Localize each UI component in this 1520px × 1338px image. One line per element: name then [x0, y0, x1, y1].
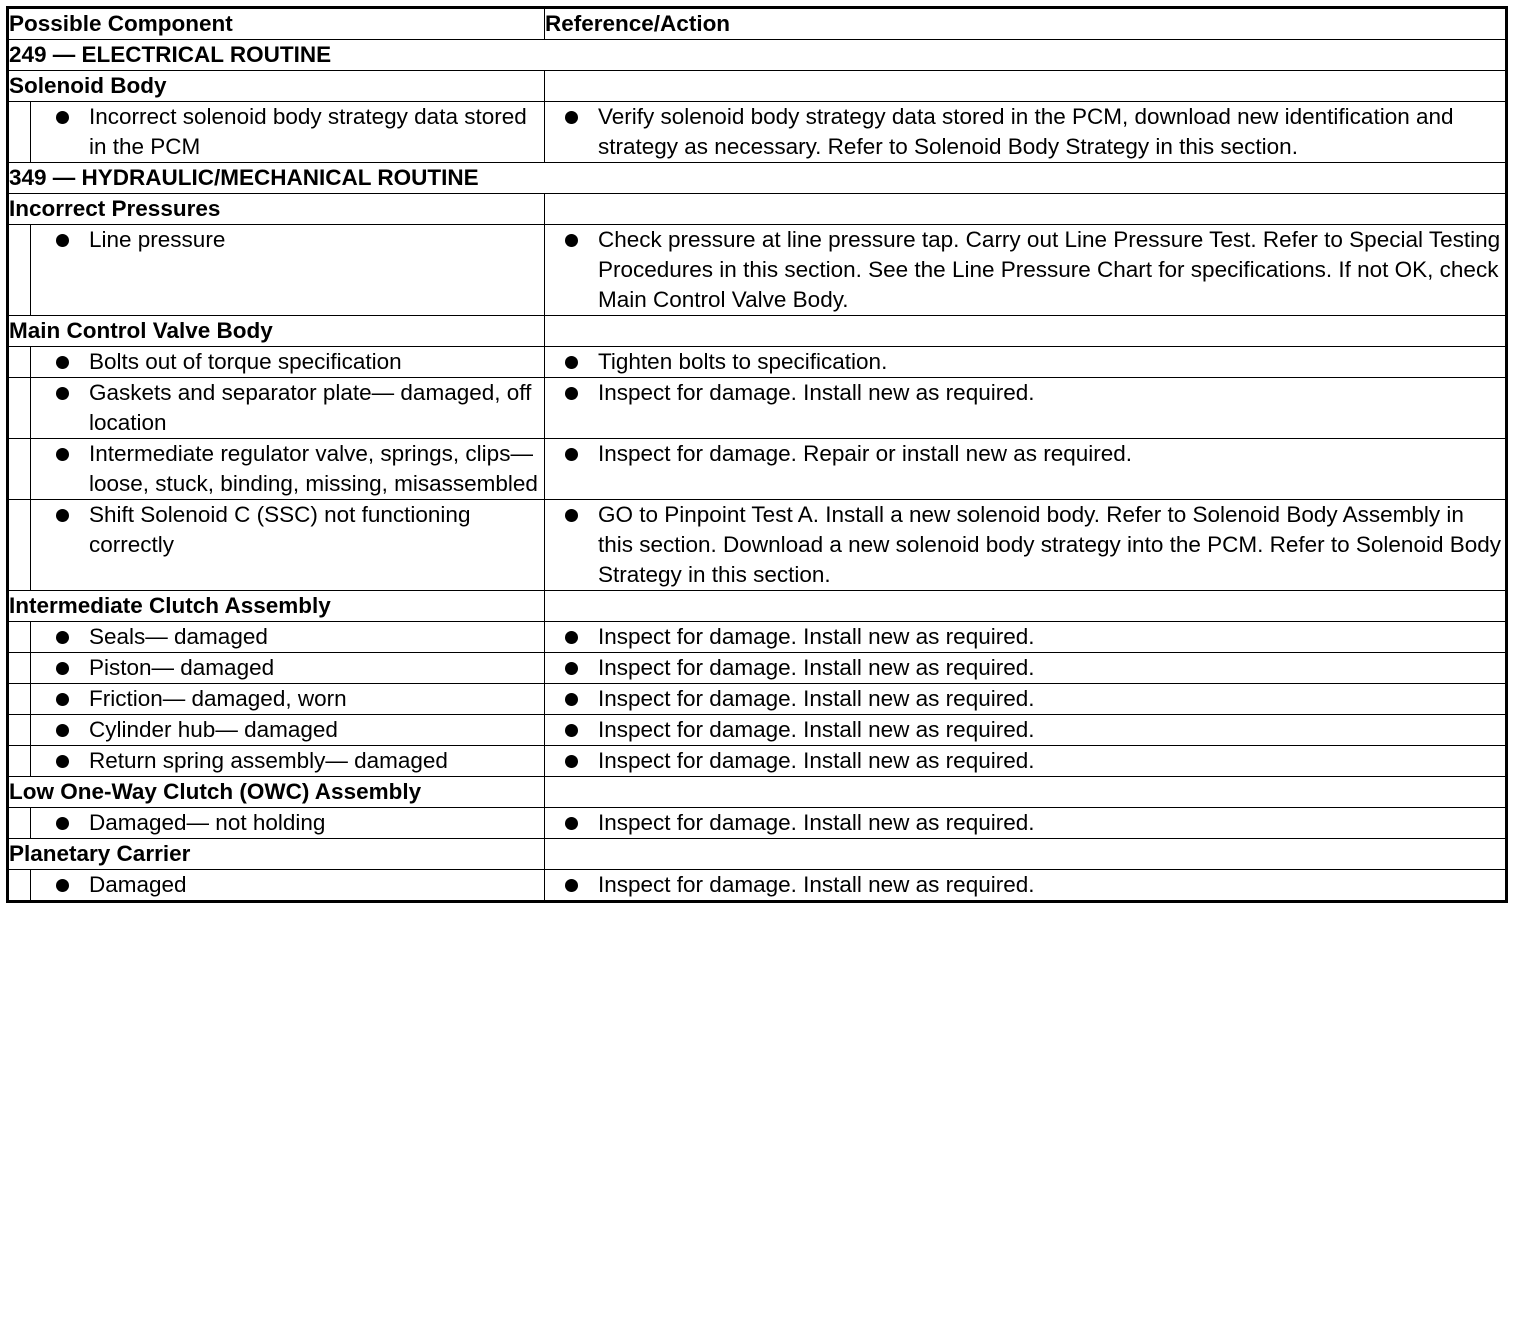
- component-text: Piston— damaged: [89, 655, 275, 680]
- bullet-icon: [565, 448, 578, 461]
- bullet-icon: [56, 448, 69, 461]
- action-cell: [545, 808, 1507, 839]
- action-cell: [545, 225, 1507, 316]
- table-row: [8, 715, 1507, 746]
- component-text: Return spring assembly— damaged: [89, 748, 448, 773]
- routine-row: [8, 40, 1507, 71]
- component-text: Incorrect solenoid body strategy data stored in the PCM: [89, 104, 527, 159]
- bullet-icon: [56, 509, 69, 522]
- group-title: Main Control Valve Body: [8, 316, 545, 347]
- group-title: Incorrect Pressures: [8, 194, 545, 225]
- table-row: [8, 746, 1507, 777]
- table-header-row: [8, 8, 1507, 40]
- group-action-empty: [545, 194, 1507, 225]
- component-cell: [31, 870, 545, 902]
- component-cell: [31, 378, 545, 439]
- action-cell: [545, 653, 1507, 684]
- action-text: Inspect for damage. Install new as required.: [598, 655, 1035, 680]
- indent-cell: [8, 378, 31, 439]
- action-cell: [545, 684, 1507, 715]
- bullet-icon: [56, 356, 69, 369]
- bullet-icon: [565, 817, 578, 830]
- table-row: [8, 622, 1507, 653]
- action-cell: [545, 622, 1507, 653]
- action-cell: [545, 715, 1507, 746]
- component-text: Intermediate regulator valve, springs, clips— loose, stuck, binding, missing, misassembled: [89, 441, 538, 496]
- bullet-icon: [565, 724, 578, 737]
- table-row: [8, 870, 1507, 902]
- action-text: Inspect for damage. Install new as required.: [598, 810, 1035, 835]
- indent-cell: [8, 653, 31, 684]
- component-cell: [31, 808, 545, 839]
- bullet-icon: [56, 724, 69, 737]
- component-cell: [31, 225, 545, 316]
- action-text: Inspect for damage. Install new as required.: [598, 686, 1035, 711]
- action-cell: [545, 347, 1507, 378]
- action-text: Inspect for damage. Install new as required.: [598, 624, 1035, 649]
- indent-cell: [8, 500, 31, 591]
- group-title: Planetary Carrier: [8, 839, 545, 870]
- action-text: Inspect for damage. Install new as required.: [598, 748, 1035, 773]
- bullet-icon: [56, 817, 69, 830]
- action-text: GO to Pinpoint Test A. Install a new solenoid body. Refer to Solenoid Body Assembly in this section. Download a new solenoid body strategy into the PCM. Refer to Solenoid Body Strategy in this section.: [598, 502, 1502, 587]
- indent-cell: [8, 715, 31, 746]
- action-text: Inspect for damage. Install new as required.: [598, 872, 1035, 897]
- action-cell: [545, 746, 1507, 777]
- table-row: [8, 347, 1507, 378]
- bullet-icon: [565, 755, 578, 768]
- group-row: [8, 591, 1507, 622]
- action-cell: [545, 870, 1507, 902]
- component-text: Bolts out of torque specification: [89, 349, 402, 374]
- group-action-empty: [545, 316, 1507, 347]
- component-cell: [31, 500, 545, 591]
- table-row: [8, 225, 1507, 316]
- group-title: Intermediate Clutch Assembly: [8, 591, 545, 622]
- component-cell: [31, 653, 545, 684]
- table-row: [8, 439, 1507, 500]
- bullet-icon: [56, 387, 69, 400]
- bullet-icon: [56, 693, 69, 706]
- bullet-icon: [565, 356, 578, 369]
- group-title: Solenoid Body: [8, 71, 545, 102]
- bullet-icon: [565, 387, 578, 400]
- component-cell: [31, 684, 545, 715]
- bullet-icon: [565, 662, 578, 675]
- table-row: [8, 102, 1507, 163]
- table-row: [8, 808, 1507, 839]
- component-cell: [31, 102, 545, 163]
- group-row: [8, 316, 1507, 347]
- bullet-icon: [56, 631, 69, 644]
- routine-row: [8, 163, 1507, 194]
- component-text: Friction— damaged, worn: [89, 686, 347, 711]
- component-cell: [31, 439, 545, 500]
- group-action-empty: [545, 839, 1507, 870]
- indent-cell: [8, 746, 31, 777]
- bullet-icon: [565, 879, 578, 892]
- table-body: [8, 40, 1507, 902]
- bullet-icon: [565, 509, 578, 522]
- action-text: Inspect for damage. Install new as required.: [598, 717, 1035, 742]
- group-action-empty: [545, 591, 1507, 622]
- component-cell: [31, 746, 545, 777]
- table-row: [8, 500, 1507, 591]
- action-cell: [545, 378, 1507, 439]
- bullet-icon: [56, 234, 69, 247]
- table-row: [8, 653, 1507, 684]
- indent-cell: [8, 225, 31, 316]
- group-row: [8, 839, 1507, 870]
- routine-title: 349 — HYDRAULIC/MECHANICAL ROUTINE: [8, 163, 1507, 194]
- component-text: Shift Solenoid C (SSC) not functioning correctly: [89, 502, 471, 557]
- component-cell: [31, 622, 545, 653]
- bullet-icon: [56, 879, 69, 892]
- bullet-icon: [565, 234, 578, 247]
- component-text: Damaged— not holding: [89, 810, 326, 835]
- bullet-icon: [56, 662, 69, 675]
- column-header-action: Reference/Action: [545, 8, 1507, 40]
- bullet-icon: [565, 631, 578, 644]
- indent-cell: [8, 102, 31, 163]
- action-text: Verify solenoid body strategy data stored in the PCM, download new identification and strategy as necessary. Refer to Solenoid Body Strategy in this section.: [598, 104, 1454, 159]
- component-cell: [31, 715, 545, 746]
- component-text: Gaskets and separator plate— damaged, off location: [89, 380, 532, 435]
- column-header-component: Possible Component: [8, 8, 545, 40]
- group-row: [8, 777, 1507, 808]
- indent-cell: [8, 808, 31, 839]
- action-text: Check pressure at line pressure tap. Carry out Line Pressure Test. Refer to Special Testing Procedures in this section. See the Line Pressure Chart for specifications. If not OK, check Main Control Valve Body.: [598, 227, 1501, 312]
- group-row: [8, 194, 1507, 225]
- component-text: Cylinder hub— damaged: [89, 717, 338, 742]
- bullet-icon: [56, 755, 69, 768]
- group-row: [8, 71, 1507, 102]
- action-cell: [545, 439, 1507, 500]
- bullet-icon: [56, 111, 69, 124]
- indent-cell: [8, 870, 31, 902]
- component-text: Damaged: [89, 872, 187, 897]
- action-text: Inspect for damage. Repair or install new as required.: [598, 441, 1133, 466]
- bullet-icon: [565, 111, 578, 124]
- action-cell: [545, 500, 1507, 591]
- group-action-empty: [545, 71, 1507, 102]
- bullet-icon: [565, 693, 578, 706]
- diagnosis-table: [6, 6, 1508, 903]
- component-text: Seals— damaged: [89, 624, 268, 649]
- action-cell: [545, 102, 1507, 163]
- action-text: Tighten bolts to specification.: [598, 349, 888, 374]
- indent-cell: [8, 347, 31, 378]
- component-cell: [31, 347, 545, 378]
- routine-title: 249 — ELECTRICAL ROUTINE: [8, 40, 1507, 71]
- table-row: [8, 684, 1507, 715]
- group-action-empty: [545, 777, 1507, 808]
- group-title: Low One-Way Clutch (OWC) Assembly: [8, 777, 545, 808]
- action-text: Inspect for damage. Install new as required.: [598, 380, 1035, 405]
- indent-cell: [8, 622, 31, 653]
- component-text: Line pressure: [89, 227, 226, 252]
- indent-cell: [8, 439, 31, 500]
- indent-cell: [8, 684, 31, 715]
- table-row: [8, 378, 1507, 439]
